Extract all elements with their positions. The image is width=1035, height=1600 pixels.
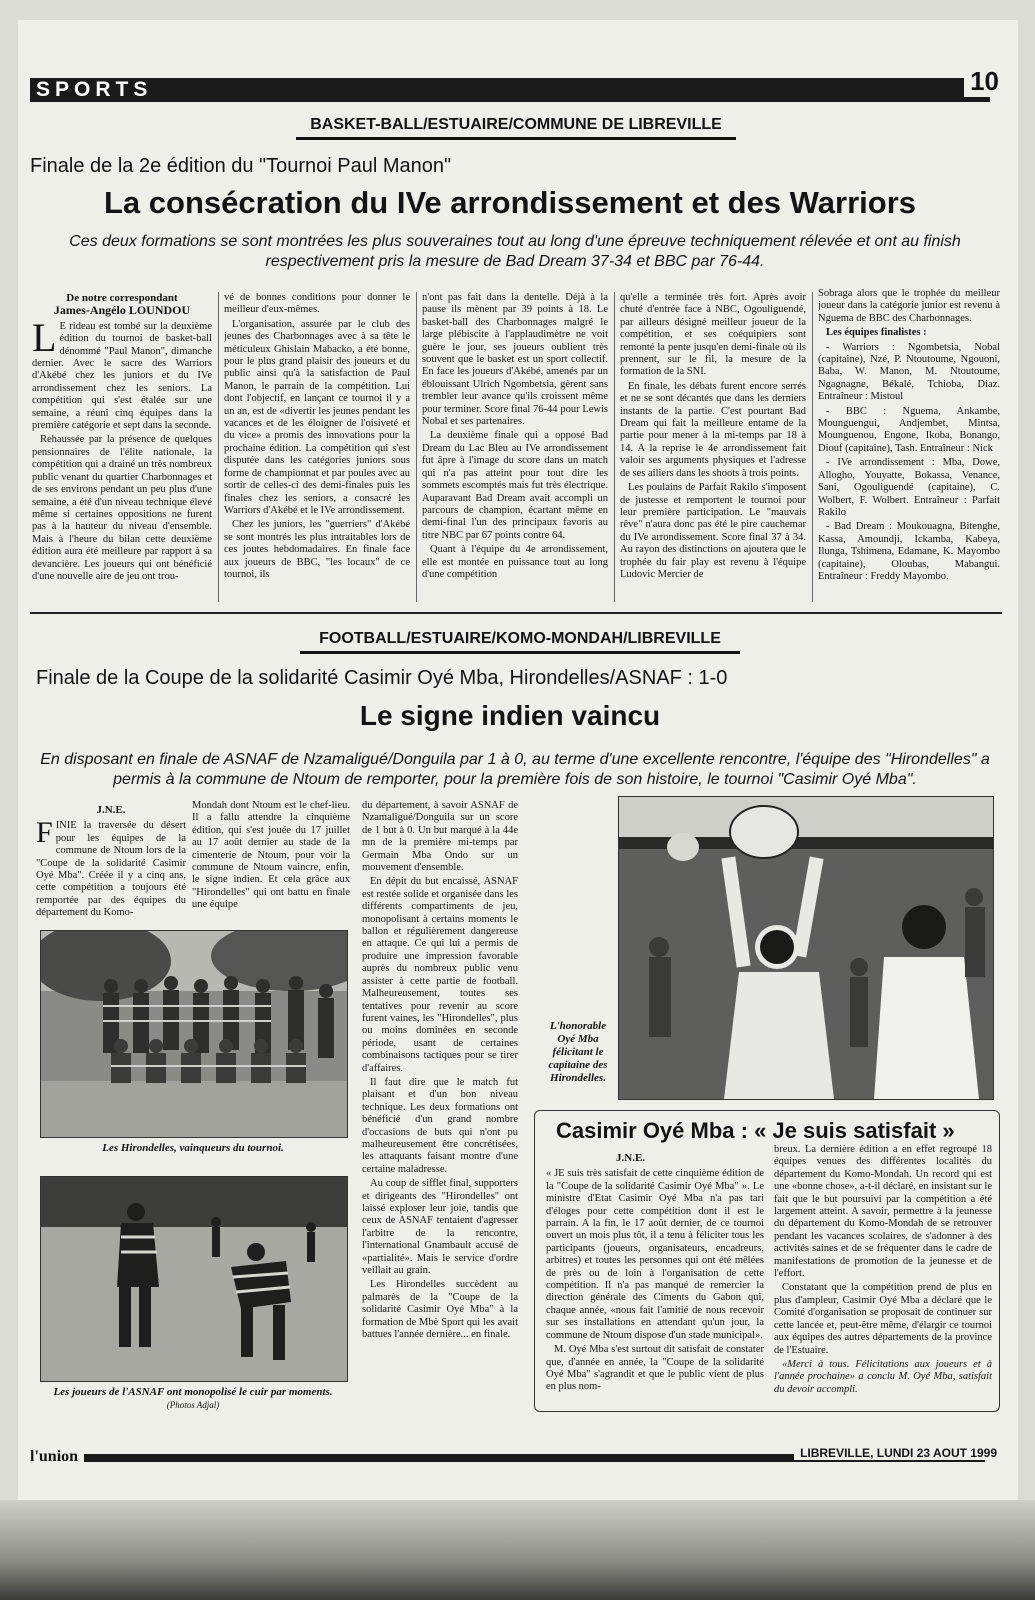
basket-column-2 [224, 292, 410, 604]
interview-col1-p1: « JE suis très satisfait de cette cinquième édition de la "Coupe de la solidarité Casimir Oyé Mba" ». Le ministre d'Etat Casimir Oyé Mba n'a pas tari d'éloges pour cette compétition dont il est le parrain. A la fin, le 17 août dernier, de ce tournoi ouvert un mois plus tôt, il a tenu à féliciter tous les participants (joueurs, organisateurs, encadreurs, arbitres) et toutes les personnes qui ont été mêlées de près ou de loin à l'organisation de cette compétition. Il n'a pas manqué de remercier la direction générale des Ciments du Gabon qui, chaque année, «nous fait l'amitié de nous recevoir sur ses installations en attendant qu'un jour, la commune de Ntoum dispose d'un stade municipal». [546, 1168, 764, 1341]
interview-column-1 [546, 1152, 764, 1412]
team-ive-arrondissement: - IVe arrondissement : Mba, Dowe, Allogho, Youyatte, Bokassa, Venance, Sani, Ogouliguendé (capitaine), C. Wolbert, F. Wolbert. Entraîneur : Parfait Rakilo [818, 457, 1000, 518]
basket-col2-p1: vé de bonnes conditions pour donner le meilleur d'eux-mêmes. [224, 292, 410, 316]
basket-col1-p1: E rideau est tombé sur la deuxième édition du tournoi de basket-ball dénommé "Paul Manon", dimanche dernier. Avec le sacre des Warriors d'Akébé chez les juniors et du IVe arrondissement chez les seniors. La compétition qui s'est étalée sur une semaine, a réuni cinq équipes dans la première catégorie et sept dans la seconde. [32, 320, 212, 432]
football-col3-p3: Il faut dire que le match fut plaisant et d'un bon niveau technique. Les deux formations ont bénéficié d'un grand nombre d'occasions de buts qui n'ont pu malheureusement être concrétisées, les attaquants faisant montre d'une certaine maladresse. [362, 1076, 518, 1175]
football-chapo: En disposant en finale de ASNAF de Nzamaligué/Donguila par 1 à 0, au terme d'une excellente rencontre, l'équipe des "Hirondelles" a permis à la commune de Ntoum de remporter, pour la première fois de son histoire, le tournoi "Casimir Oyé Mba". [40, 751, 990, 788]
column-rule [614, 292, 615, 602]
basket-byline-intro: De notre correspondant [66, 292, 178, 304]
basket-chapo: Ces deux formations se sont montrées les plus souveraines tout au long d'une épreuve techniquement rélevée et ont au finish respectivement pris la mesure de Bad Dream 37-34 et BBC par 76-44. [69, 233, 961, 270]
basket-col2-p3: Chez les juniors, les "guerriers" d'Akébé se sont montrés les plus intraitables lors de ces joutes hebdomadaires. En finale face aux joueurs de BBC, "les locaux" de ce tournoi, ils [224, 519, 410, 580]
dateline: LIBREVILLE, LUNDI 23 AOUT 1999 [794, 1446, 997, 1460]
team-photo-illustration [41, 931, 347, 1137]
team-bbc: - BBC : Nguema, Ankambe, Mounguengui, Andjembet, Mintsa, Mounguenou, Engone, Ikoba, Bonango, Diouf (capitaine), Tash. Entraîneur : Nick [818, 405, 1000, 454]
football-col1-text: INIE la traversée du désert pour les équipes de la commune de Ntoum lors de la "Coupe de la solidarité Casimir Oyé Mba". Créée il y a cinq ans, cette compétition a toujours été remportée par des équipes du département du Komo- [36, 820, 186, 919]
football-col3-p4: Au coup de sifflet final, supporters et dirigeants des "Hirondelles" ont laissé exploser leur joie, tandis que ceux de ASNAF tentaient d'agresser l'arbitre de la rencontre, l'international Gnambault accusé de «partialité». Mais le service d'ordre veillait au grain. [362, 1178, 518, 1277]
basket-col3-p1: n'ont pas fait dans la dentelle. Déjà à la pause ils mènent par 39 points à 18. Le basket-ball des Charbonnages malgré le large plébiscite à l'applaudimètre ne voit guère le jour, ses joueurs oublient très souvent que le basket est un sport collectif. En face les joueurs d'Akébé, amenés par un éblouissant Ulrich Ngombetsia, gèrent sans trembler leur avance qu'ils croissent même pour terminer. Score final 76-44 pour Lewis Nobal et ses partenaires. [422, 292, 608, 428]
page-number: 10 [964, 66, 1005, 97]
basket-col2-p2: L'organisation, assurée par le club des jeunes des Charbonnages avec à sa tête le méticuleux Ghislain Mabacko, a été bonne, pour le plus grand plaisir des joueurs et du public ainsi qu'à la satisfaction de Paul Manon, le parrain de la compétition. Lui dont l'objectif, en lançant ce tournoi il y a un an, est de «divertir les jeunes pendant les vacances et de les éloigner de l'oisiveté et du vice» a promis des innovations pour la prochaine édition. La compétition qui s'est disputée dans les catégories juniors sous forme de championnat et par poules avec au sortir de celles-ci des demi-finales puis les finales chez les seniors, a consacré les Warriors d'Akébé et le IVe arrondissement. [224, 318, 410, 516]
basket-col3-p3: Quant à l'équipe du 4e arrondissement, elle est montée en puissance tout au long d'une compétition [422, 544, 608, 580]
trophy-photo [618, 796, 994, 1100]
basket-rubric: BASKET-BALL/ESTUAIRE/COMMUNE DE LIBREVILLE [296, 116, 736, 140]
football-column-1 [36, 804, 186, 924]
team-warriors: - Warriors : Ngombetsia, Nobal (capitaine), Nzé, P. Ntoutoume, Ngouoni, Baba, W. Manon, M. Ntoutoume, Ngagnagne, Békalé, Tchioba, Diaz. Entraîneur : Mistoul [818, 341, 1000, 403]
interview-col1-p2: M. Oyé Mba s'est surtout dit satisfait de constater que, d'année en année, la "Coupe de la solidarité Oyé Mba" s'agrandit et que le public vient de plus en plus nom- [546, 1344, 764, 1393]
team-photo-caption: Les Hirondelles, vainqueurs du tournoi. [102, 1142, 284, 1154]
football-column-3 [362, 800, 518, 1420]
football-kicker: Finale de la Coupe de la solidarité Casimir Oyé Mba, Hirondelles/ASNAF : 1-0 [36, 667, 728, 689]
team-photo [40, 930, 348, 1138]
basket-headline: La consécration du IVe arrondissement et des Warriors [104, 185, 916, 220]
interview-title: Casimir Oyé Mba : « Je suis satisfait » [556, 1118, 955, 1143]
section-header-bar [30, 78, 990, 102]
football-col3-p2: En dépit du but encaissé, ASNAF est restée solide et organisée dans les différents compartiments de jeu, monopolisant à certains moments le ballon et régulièrement dangereuse en attaque. Ce qui lui a permis de produire une impression favorable auprès du nombreux public venu assister à cette partie de football. Malheureusement, toutes ses tentatives pour revenir au score furent vaines, les "Hirondelles", plus ou moins dominées en seconde période, usant de certaines combinaisons tactiques pour se tirer d'affaires. [362, 876, 518, 1074]
football-column-2 [192, 800, 350, 924]
basket-column-4 [620, 292, 806, 604]
basket-column-5 [818, 288, 1000, 604]
team-bad-dream: - Bad Dream : Moukouagna, Bitenghe, Kassa, Amoundji, Ickamba, Kabeya, Ilunga, Tshimena, Edamane, K. Mayombo (capitaine), Oloubas, Mabangui. Entraîneur : Freddy Mayombo. [818, 521, 1000, 582]
football-headline: Le signe indien vaincu [359, 700, 661, 731]
basket-col1-p2: Rehaussée par la présence de quelques pensionnaires de l'élite nationale, la compétition qui a drainé un très nombreux public venant du quartier Charbonnages et de ses environs pendant un peu plus d'une semaine, a été d'un niveau technique élevé même si certaines oppositions ne furent pas à la hauteur du niveau d'ensemble. Mais à l'heure du bilan cette deuxième édition aura été meilleure par rapport à sa devancière. Les joueurs qui ont bénéficié d'une nouvelle aire de jeu ont trou- [32, 434, 212, 582]
interview-col2-p3: «Merci à tous. Félicitations aux joueurs et à l'année prochaine» a conclu M. Oyé Mba, satisfait du devoir accompli. [774, 1358, 992, 1395]
basket-col4-p2: En finale, les débats furent encore serrés et ne se sont décantés que dans les derniers instants de la partie. C'est pourtant Bad Dream qui fait la meilleure entame de la partie pour mener à la mi-temps par 18 à 14. A la reprise le 4e arrondissement fait valoir ses arguments physiques et l'adresse de ses ailiers dans les shoots à trois points. [620, 380, 806, 479]
trophy-photo-illustration [619, 797, 993, 1099]
basket-col3-p2: La deuxième finale qui a opposé Bad Dream du Lac Bleu au IVe arrondissement fut âpre à l'image du score dans un match qui n'a pas atteint pour tout dire les sommets escomptés mais fut très électrique. Auparavant Bad Dream avait accompli un parcours de champion, écartant même en demi-final l'un des principaux favoris au titre NBC par 67 points contre 64. [422, 430, 608, 541]
photo-credit: (Photos Adjal) [166, 1400, 220, 1410]
football-byline: J.N.E. [96, 804, 126, 816]
interview-col2-p2: Constatant que la compétition prend de plus en plus d'ampleur, Casimir Oyé Mba a déclaré que le Comité d'organisation se proposait de continuer sur cette lancée et, peut-être même, d'élargir ce tournoi aux équipes des autres départements de la province de l'Estuaire. [774, 1282, 992, 1356]
match-photo-caption-text: Les joueurs de l'ASNAF ont monopolisé le cuir par moments. [53, 1386, 333, 1398]
match-photo-illustration [41, 1177, 347, 1381]
section-divider [30, 612, 1002, 614]
trophy-photo-caption: L'honorable Oyé Mba félicitant le capitaine des Hirondelles. [548, 1020, 608, 1084]
section-label: SPORTS [36, 78, 153, 101]
column-rule [416, 292, 417, 602]
football-col2-text: Mondah dont Ntoum est le chef-lieu. Il a fallu attendre la cinquième édition, qui s'est jouée du 17 juillet au 17 août dernier au stade de la cimenterie de Ntoum, pour voir la commune de Ntoum vaincre, enfin, le signe indien. Et cela grâce aux "Hirondelles" qui ont battu en finale une équipe [192, 800, 350, 911]
teams-heading: Les équipes finalistes : [826, 327, 927, 339]
football-rubric: FOOTBALL/ESTUAIRE/KOMO-MONDAH/LIBREVILLE [300, 630, 740, 654]
basket-col4-p3: Les poulains de Parfait Rakilo s'imposent de justesse et remportent le tournoi pour leur première participation. Le "mauvais rêve" n'aura donc pas été le pire cauchemar du IVe arrondissement. Score final 37 à 34. Au rayon des distinctions on ajoutera que le trophée du fair play est revenu à l'équipe Ludovic Mercier de [620, 482, 806, 580]
basket-col4-p1: qu'elle a terminée très fort. Après avoir chuté d'entrée face à NBC, Ogouliguendé, par ailleurs désigné meilleur joueur de la compétition, et ses coéquipiers sont remonté la pente jusqu'en demi-finale où ils prennent, sur le fil, la mesure de la formation de la SNI. [620, 292, 806, 378]
match-photo [40, 1176, 348, 1382]
newspaper-name: l'union [30, 1448, 84, 1466]
interview-column-2 [774, 1144, 992, 1412]
basket-column-1 [32, 292, 212, 604]
basket-column-3 [422, 292, 608, 604]
column-rule [218, 292, 219, 602]
basket-kicker: Finale de la 2e édition du "Tournoi Paul Manon" [30, 155, 452, 177]
interview-byline: J.N.E. [616, 1152, 646, 1164]
page-bottom-shadow [0, 1500, 1035, 1600]
football-col3-p5: Les Hirondelles succèdent au palmarès de la "Coupe de la solidarité Casimir Oyé Mba" à la formation de Mbè Sport qui les avait battues l'année dernière... en finale. [362, 1279, 518, 1341]
basket-col5-intro: Sobraga alors que le trophée du meilleur joueur dans la catégorie junior est revenu à Nguema de BBC des Charbonnages. [818, 288, 1000, 324]
basket-byline-author: James-Angélo LOUNDOU [53, 303, 191, 318]
football-dropcap: F [36, 816, 53, 850]
football-col3-p1: du département, à savoir ASNAF de Nzamaligué/Donguila sur un score de 1 but à 0. Un but marqué à la 44e mn de la première mi-temps par Germain Mba Ondo sur un mouvement d'ensemble. [362, 800, 518, 874]
column-rule [812, 292, 813, 602]
match-photo-caption [40, 1386, 346, 1412]
basket-dropcap: L [32, 314, 57, 360]
interview-col2-p1: breux. La dernière édition a en effet regroupé 18 équipes venues des différentes localités du département du Komo-Mondah. Un record qui est une «bonne chose», a-t-il déclaré, en insistant sur le fait que le but poursuivi par la compétition a été largement atteint. A savoir, permettre à la jeunesse du département du Komo-Mondah de se retrouver pendant les vacances scolaires, de s'adonner à des activités saines et de se fréquenter dans le cadre de manifestations de promotion de la jeunesse et de l'effort. [774, 1144, 992, 1280]
